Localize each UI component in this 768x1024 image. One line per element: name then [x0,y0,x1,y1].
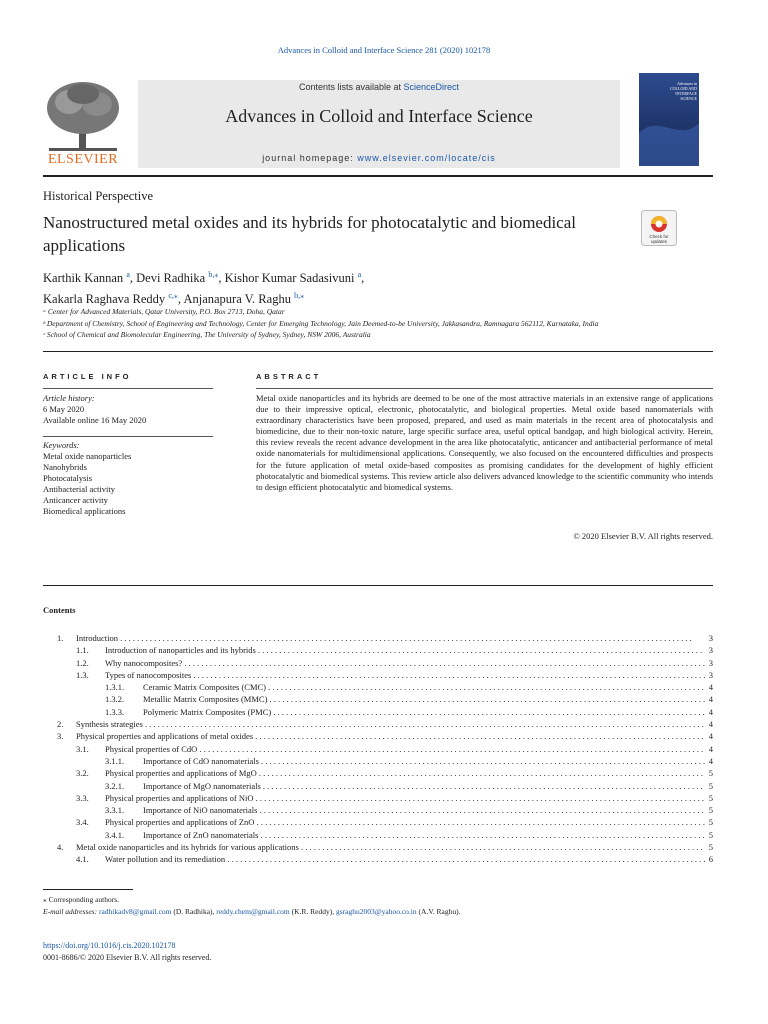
toc-entry-page: 3 [705,657,713,669]
email-addresses [43,906,723,918]
author-separator: , [218,271,225,286]
homepage-prefix: journal homepage: [262,153,358,163]
toc-entry-label[interactable]: Physical properties and applications of MgO . . . [105,767,705,779]
article-section-type: Historical Perspective [43,189,154,203]
toc-entry[interactable] [43,829,713,841]
author-name: Karthik Kannan [43,271,124,286]
toc-entry-page: 4 [705,743,713,755]
toc-entry-number: 1.2. [76,657,89,668]
toc-entry-number: 3.3.1. [105,805,125,816]
author-list [43,266,643,308]
toc-entry-number: 3.3. [76,792,89,803]
email-link[interactable]: radhikadv8@gmail.com [98,906,172,916]
toc-entry-label[interactable]: Metal oxide nanoparticles and its hybrids for various applications . . . [76,841,705,853]
toc-entry[interactable] [43,853,713,865]
crossmark-label: Check for updates [649,234,669,244]
toc-entry[interactable] [43,841,713,853]
divider [43,351,713,352]
toc-entry[interactable] [43,780,713,792]
affiliation-item: ᵃ Center for Advanced Materials, Qatar University, P.O. Box 2713, Doha, Qatar [43,307,285,316]
journal-homepage [138,153,620,163]
toc-entry[interactable] [43,816,713,828]
toc-entry-page: 4 [705,706,713,718]
divider [43,436,213,437]
contents-availability [138,82,620,92]
footnote [43,894,723,917]
toc-entry-number: 4. [57,842,64,853]
toc-entry-number: 2. [57,719,64,730]
email-owner: (A.V. Raghu). [416,906,461,916]
toc-entry-number: 3.2. [76,768,89,779]
keyword-item: Photocatalysis [43,473,93,483]
divider [43,388,213,389]
toc-entry-page: 5 [705,829,713,841]
keyword-item: Anticancer activity [43,495,108,505]
email-owner: (K.R. Reddy), [289,906,336,916]
toc-entry[interactable] [43,706,713,718]
footnote-rule [43,889,133,890]
toc-entry-number: 1.3. [76,669,89,680]
toc-entry-number: 3.1. [76,743,89,754]
homepage-link[interactable]: www.elsevier.com/locate/cis [357,153,496,163]
toc-entry-page: 6 [705,853,713,865]
toc-entry-label[interactable]: Importance of ZnO nanomaterials . . . [143,829,705,841]
contents-heading: Contents [43,605,76,615]
toc-entry-label[interactable]: Water pollution and its remediation . . . [105,853,705,865]
author-affiliation-mark[interactable]: c,⁎ [168,291,178,301]
keywords-label: Keywords: [43,440,80,450]
abstract-heading: ABSTRACT [256,372,322,381]
toc-entry[interactable] [43,767,713,779]
toc-entry-page: 5 [705,841,713,853]
author-affiliation-mark[interactable]: a [126,270,130,279]
elsevier-logo[interactable] [43,80,123,168]
toc-entry[interactable] [43,743,713,755]
header-rule [43,175,713,177]
toc-entry-page: 5 [705,767,713,779]
toc-entry-label[interactable]: Importance of MgO nanomaterials . . . [143,780,705,792]
toc-entry-label[interactable]: Introduction . . . [76,632,705,644]
check-for-updates-badge[interactable] [641,210,677,246]
author[interactable] [225,271,365,285]
toc-entry-label[interactable]: Metallic Matrix Composites (MMC) . . . [143,693,705,705]
toc-entry-page: 4 [705,755,713,767]
toc-entry-number: 1. [57,633,64,643]
toc-entry-page: 5 [705,804,713,816]
email-link[interactable]: reddy.chem@gmail.com [216,906,290,916]
author-separator: , [177,292,184,307]
toc-entry-page: 3 [705,669,713,681]
keywords [43,440,213,517]
toc-entry-page: 4 [705,693,713,705]
toc-entry[interactable] [43,632,713,644]
history-date: Available online 16 May 2020 [43,415,147,425]
toc-entry-label[interactable]: Polymeric Matrix Composites (PMC) . . . [143,706,705,718]
toc-entry-label[interactable]: Physical properties and applications of NiO . . . [105,792,705,804]
toc-entry-number: 4.1. [76,854,89,865]
toc-entry[interactable] [43,681,713,693]
toc-entry-page: 4 [705,718,713,730]
doi-block [43,940,211,963]
article-info-heading: ARTICLE INFO [43,372,132,381]
toc-entry-number: 3.2.1. [105,780,125,791]
author[interactable] [136,271,224,285]
affiliation-item: ᶜ School of Chemical and Biomolecular Engineering, The University of Sydney, Sydney, NSW 2006, Australia [43,330,371,339]
toc-entry-page: 5 [705,780,713,792]
divider [256,388,713,389]
toc-entry-page: 5 [705,816,713,828]
toc-entry[interactable] [43,804,713,816]
email-label: E-mail addresses: [43,906,99,916]
abstract-text: Metal oxide nanoparticles and its hybrids are deemed to be one of the most attractive materials in an extensive range of applications due to their impressive optical, electronic, photocatalytic, and biological properties. Metal oxide based nanomaterials with extraordinary characteristics have been proposed, prepared, and used as main materials in the recent area of photocatalysis and biomedicine, due to their non-toxic nature, large specific surface area, useful optical bandgap, and high biological activity. Herein, this review reveals the recent advance development in the area like photocatalytic, anticancer and antibacterial performance of metal oxide nanomaterials for multidimensional applications. Consequently, we also focused on the encountered difficulties and prospects for the future application of metal oxide-based composites as promising candidates for the development of highly efficient photocatalytic and biomedical systems. This review article also delivers advanced knowledge to the scientific community who intends to design efficient photocatalytic and biomedical systems. [256,393,713,492]
journal-banner [138,80,620,168]
toc-entry-number: 1.3.2. [105,694,125,705]
author-affiliation-mark[interactable]: b,⁎ [294,291,305,301]
toc-entry-label[interactable]: Ceramic Matrix Composites (CMC) . . . [143,681,705,693]
article-history-label: Article history: [43,393,95,403]
keyword-item: Metal oxide nanoparticles [43,451,132,461]
issn-copyright: 0001-8686/© 2020 Elsevier B.V. All rights reserved. [43,952,212,962]
history-date: 6 May 2020 [43,404,85,414]
toc-entry[interactable] [43,755,713,767]
toc-entry-label[interactable]: Why nanocomposites? . . . [105,657,705,669]
corresponding-authors-note: ⁎ Corresponding authors. [43,895,120,904]
sciencedirect-link[interactable]: ScienceDirect [403,82,460,92]
toc-entry-number: 1.3.1. [105,682,125,693]
toc-entry-number: 3. [57,731,64,742]
toc-entry-page: 3 [705,632,713,644]
keyword-item: Biomedical applications [43,506,126,516]
affiliations [43,306,723,341]
toc-entry-number: 1.1. [76,645,89,656]
toc-entry-label[interactable]: Physical properties and applications of metal oxides . . . [76,730,705,742]
toc-entry-number: 3.1.1. [105,755,125,766]
author-affiliation-mark[interactable]: a [357,270,362,279]
toc-entry-number: 3.4.1. [105,829,125,840]
author[interactable] [183,292,304,306]
toc-entry-label[interactable]: Introduction of nanoparticles and its hybrids . . . [105,644,705,656]
toc-entry-page: 5 [705,792,713,804]
email-link[interactable]: gsraghu2003@yahoo.co.in [336,906,417,916]
divider [43,585,713,586]
toc-entry[interactable] [43,792,713,804]
email-owner: (D. Radhika), [171,906,217,916]
journal-title: Advances in Colloid and Interface Science [225,106,533,126]
toc-entry[interactable] [43,657,713,669]
author-name: Kishor Kumar Sadasivuni [224,271,355,286]
toc-entry-number: 3.4. [76,817,89,828]
toc-entry[interactable] [43,669,713,681]
author-name: Anjanapura V. Raghu [183,292,291,307]
toc-entry-label[interactable]: Importance of NiO nanomaterials . . . [143,804,705,816]
author-separator: , [361,271,365,286]
toc-entry[interactable] [43,693,713,705]
keyword-item: Antibacterial activity [43,484,115,494]
author[interactable] [43,271,136,285]
toc-entry[interactable] [43,718,713,730]
abstract-copyright: © 2020 Elsevier B.V. All rights reserved. [573,531,713,541]
article-title: Nanostructured metal oxides and its hybrids for photocatalytic and biomedical applications [43,213,576,255]
toc-entry-label[interactable]: Importance of CdO nanomaterials . . . [143,755,705,767]
toc-entry[interactable] [43,730,713,742]
toc-entry-label[interactable]: Physical properties of CdO . . . [105,743,705,755]
contents-prefix: Contents lists available at [298,82,404,92]
article-history [43,393,213,426]
publisher-name: ELSEVIER [47,152,119,167]
author-separator: , [129,271,137,286]
journal-reference[interactable]: Advances in Colloid and Interface Science 281 (2020) 102178 [277,45,491,55]
toc-entry-label[interactable]: Synthesis strategies . . . [76,718,705,730]
cover-title: Advances in COLLOID AND INTERFACE SCIENCE [670,81,697,101]
journal-cover-thumbnail[interactable] [639,73,699,166]
toc-entry-label[interactable]: Physical properties and applications of ZnO . . . [105,816,705,828]
keyword-item: Nanohybrids [43,462,87,472]
toc-entry-label[interactable]: Types of nanocomposites . . . [105,669,705,681]
toc-entry-page: 4 [705,681,713,693]
table-of-contents [43,632,713,866]
toc-entry-page: 4 [705,730,713,742]
toc-entry-number: 1.3.3. [105,706,125,717]
author[interactable] [43,292,183,306]
affiliation-item: ᵇ Department of Chemistry, School of Engineering and Technology, Center for Emerging Technology, Jain Deemed-to-be University, Jakkasandra, Ramnagara 562112, Karnataka, India [43,318,599,328]
toc-entry[interactable] [43,644,713,656]
author-name: Kakarla Raghava Reddy [43,292,166,307]
author-affiliation-mark[interactable]: b,⁎ [208,270,219,279]
author-name: Devi Radhika [136,271,206,286]
toc-entry-page: 3 [705,644,713,656]
doi-link[interactable]: https://doi.org/10.1016/j.cis.2020.102178 [43,941,176,950]
